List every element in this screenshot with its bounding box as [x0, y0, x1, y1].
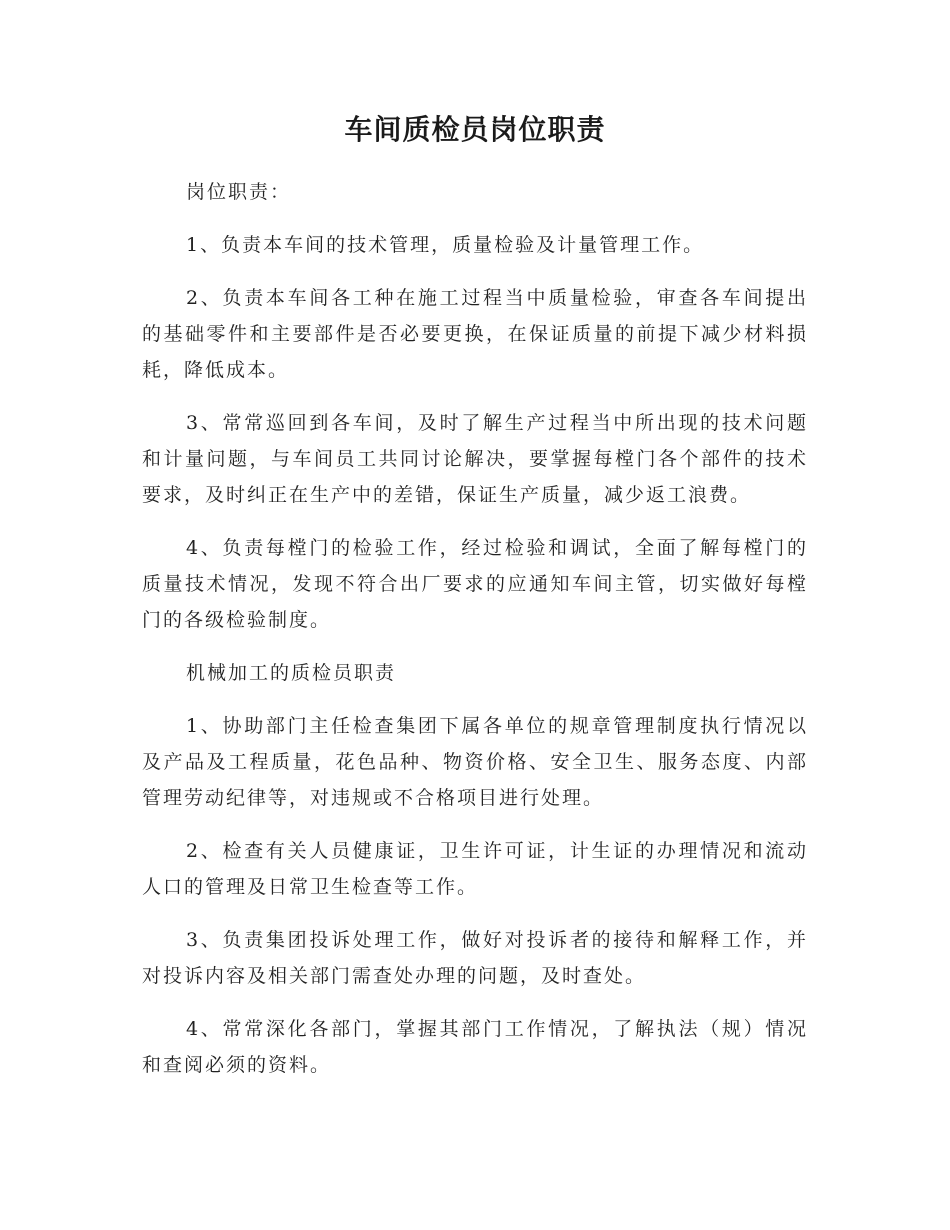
paragraph-item: 3、常常巡回到各车间，及时了解生产过程当中所出现的技术问题和计量问题，与车间员工共同讨论解决，要掌握每樘门各个部件的技术要求，及时纠正在生产中的差错，保证生产质量，减少返工浪费。: [142, 412, 808, 506]
paragraph-item: 2、负责本车间各工种在施工过程当中质量检验，审查各车间提出的基础零件和主要部件是否必要更换，在保证质量的前提下减少材料损耗，降低成本。: [142, 287, 808, 381]
paragraph-item: 2、检查有关人员健康证，卫生许可证，计生证的办理情况和流动人口的管理及日常卫生检查等工作。: [142, 840, 808, 898]
document-title: 车间质检员岗位职责: [344, 113, 606, 146]
paragraph-heading-machining: 机械加工的质检员职责: [186, 662, 397, 684]
paragraph-item: 1、负责本车间的技术管理，质量检验及计量管理工作。: [186, 234, 705, 256]
paragraph-heading-duties: 岗位职责：: [186, 181, 292, 203]
paragraph-item: 3、负责集团投诉处理工作，做好对投诉者的接待和解释工作，并对投诉内容及相关部门需查处办理的问题，及时查处。: [142, 929, 808, 987]
document-page: [142, 108, 808, 1100]
paragraph-item: 4、负责每樘门的检验工作，经过检验和调试，全面了解每樘门的质量技术情况，发现不符合出厂要求的应通知车间主管，切实做好每樘门的各级检验制度。: [142, 537, 808, 631]
paragraph-item: 4、常常深化各部门，掌握其部门工作情况，了解执法（规）情况和查阅必须的资料。: [142, 1018, 808, 1076]
paragraph-item: 1、协助部门主任检查集团下属各单位的规章管理制度执行情况以及产品及工程质量，花色品种、物资价格、安全卫生、服务态度、内部管理劳动纪律等，对违规或不合格项目进行处理。: [142, 715, 808, 809]
